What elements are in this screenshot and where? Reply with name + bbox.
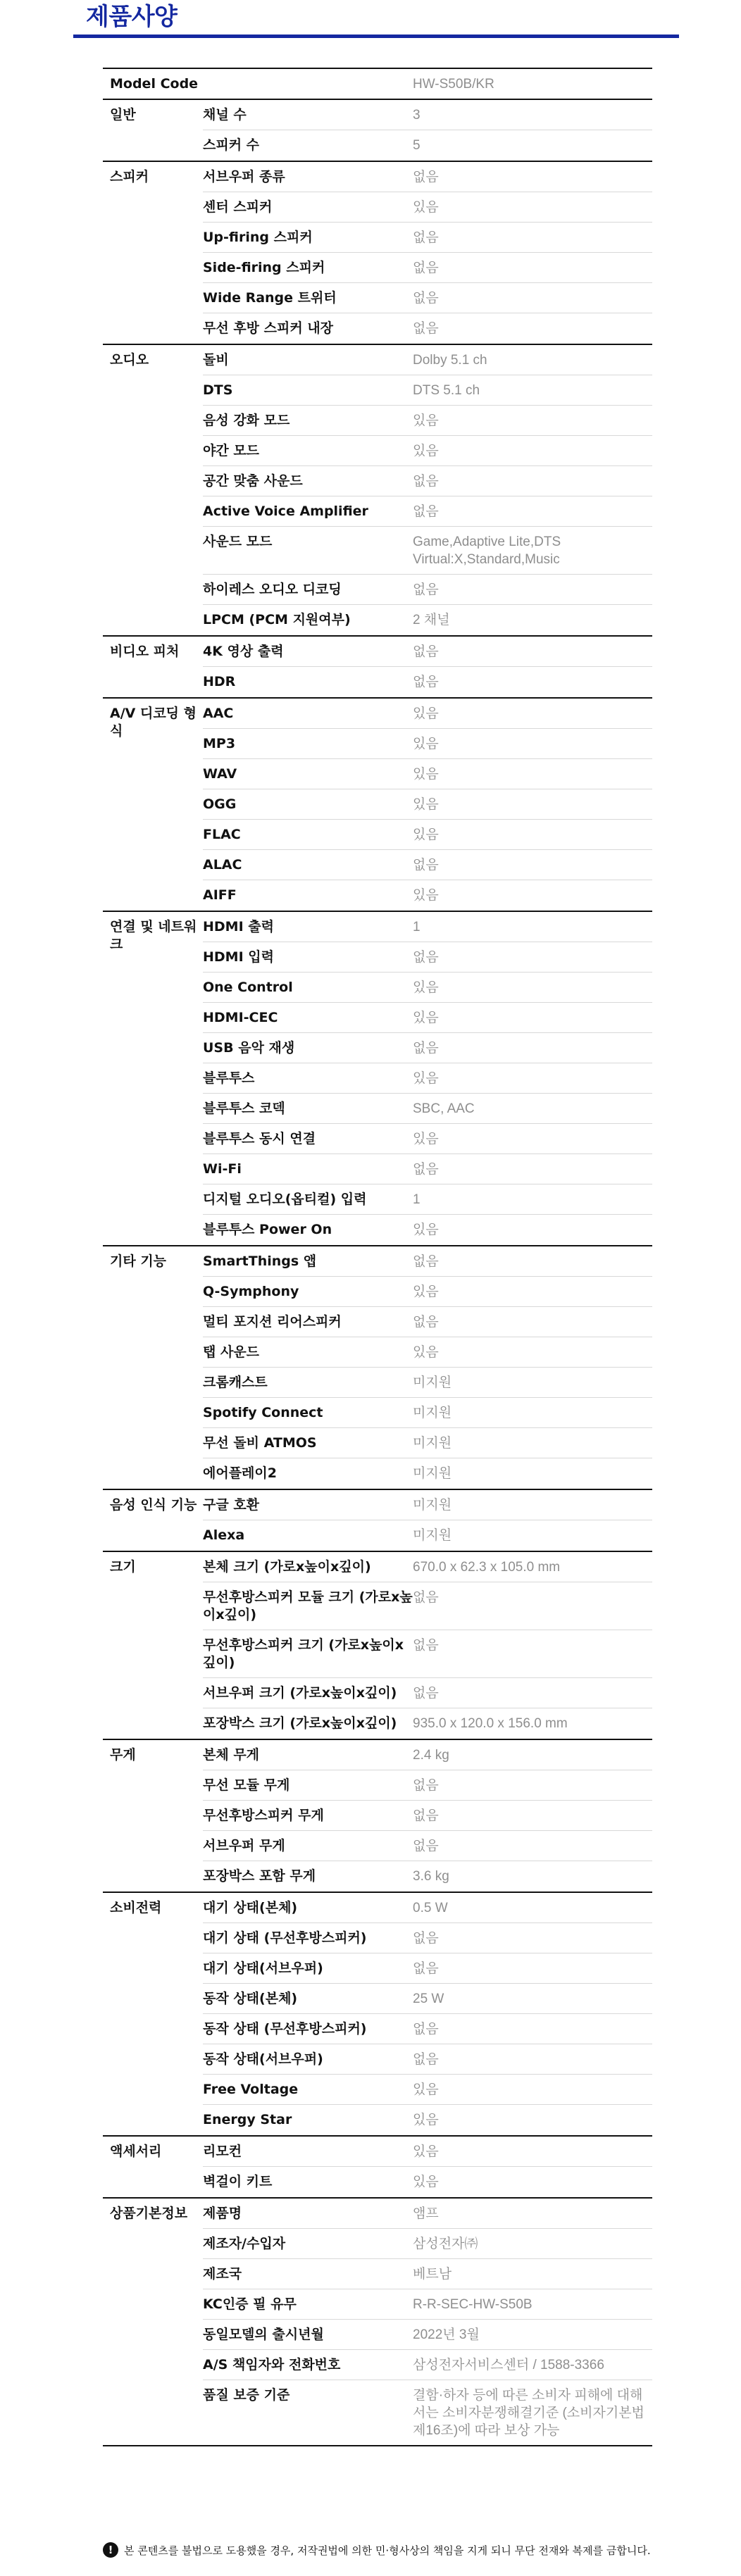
spec-value: 없음 — [413, 1041, 439, 1056]
spec-row — [203, 345, 652, 375]
spec-group-label: 음성 인식 기능 — [110, 1497, 197, 1513]
spec-value: 있음 — [413, 2175, 439, 2189]
spec-value: 앰프 — [413, 2206, 439, 2221]
spec-name: 대기 상태(서브우퍼) — [203, 1961, 323, 1976]
spec-row — [203, 2380, 652, 2445]
spec-value: 있음 — [413, 980, 439, 995]
spec-value: 3.6 kg — [413, 1869, 449, 1884]
spec-name: 포장박스 포함 무게 — [203, 1868, 316, 1884]
spec-row — [203, 162, 652, 192]
spec-name: 포장박스 크기 (가로x높이x깊이) — [203, 1715, 397, 1731]
spec-row — [203, 820, 652, 850]
spec-value: 있음 — [413, 797, 439, 812]
spec-row — [203, 223, 652, 253]
spec-name: A/S 책임자와 전화번호 — [203, 2357, 341, 2372]
spec-name: OGG — [203, 796, 237, 812]
spec-name: 무선 후방 스피커 내장 — [203, 320, 334, 336]
spec-row — [203, 942, 652, 973]
spec-value: 없음 — [413, 321, 439, 336]
spec-row — [203, 1678, 652, 1708]
spec-value: 있음 — [413, 413, 439, 428]
spec-name: MP3 — [203, 736, 236, 751]
spec-row — [203, 637, 652, 667]
spec-row — [203, 912, 652, 942]
page-header — [73, 0, 679, 38]
spec-value: 있음 — [413, 767, 439, 782]
spec-name: Free Voltage — [203, 2082, 299, 2097]
spec-name: Energy Star — [203, 2112, 292, 2127]
spec-row — [203, 1215, 652, 1245]
spec-name: One Control — [203, 980, 293, 995]
spec-row — [203, 1708, 652, 1739]
spec-name: 블루투스 Power On — [203, 1222, 332, 1237]
spec-row — [203, 1801, 652, 1831]
spec-group — [103, 912, 652, 1246]
spec-value: 있음 — [413, 1071, 439, 1086]
spec-value: 있음 — [413, 706, 439, 721]
model-code-value: HW-S50B/KR — [413, 77, 494, 92]
spec-group-label: 연결 및 네트워크 — [110, 919, 197, 952]
spec-row — [203, 1984, 652, 2014]
spec-name: 무선후방스피커 모듈 크기 (가로x높이x깊이) — [203, 1589, 413, 1622]
spec-group-rows — [203, 162, 652, 344]
exclamation-icon: ! — [103, 2542, 118, 2558]
spec-value: Game,Adaptive Lite,DTS Virtual:X,Standard,Music — [413, 534, 561, 567]
spec-row — [203, 466, 652, 496]
spec-value: 2 채널 — [413, 613, 450, 627]
spec-name: 대기 상태(본체) — [203, 1900, 298, 1915]
spec-value: 있음 — [413, 444, 439, 458]
spec-row — [203, 1630, 652, 1678]
spec-group-label: 오디오 — [110, 352, 149, 368]
spec-group-model — [103, 69, 652, 100]
spec-name: 본체 크기 (가로x높이x깊이) — [203, 1559, 371, 1575]
spec-value: 없음 — [413, 1961, 439, 1976]
spec-value: 25 W — [413, 1992, 444, 2006]
spec-row — [203, 130, 652, 161]
spec-row — [203, 789, 652, 820]
spec-name: ALAC — [203, 857, 242, 873]
spec-value: 있음 — [413, 1284, 439, 1299]
spec-value: 미지원 — [413, 1528, 452, 1543]
spec-group — [103, 1893, 652, 2137]
spec-row — [203, 2289, 652, 2320]
spec-group-label: 상품기본정보 — [110, 2206, 188, 2221]
spec-group — [103, 637, 652, 699]
spec-value: 없음 — [413, 291, 439, 306]
spec-value: 없음 — [413, 2052, 439, 2067]
spec-name: Side-firing 스피커 — [203, 260, 325, 275]
spec-name: 무선후방스피커 무게 — [203, 1808, 324, 1823]
spec-value: 미지원 — [413, 1406, 452, 1420]
spec-row — [203, 1490, 652, 1520]
spec-group-rows — [203, 699, 652, 911]
spec-value: 있음 — [413, 888, 439, 903]
spec-name: 음성 강화 모드 — [203, 413, 290, 428]
spec-group — [103, 345, 652, 637]
spec-name: 블루투스 — [203, 1070, 255, 1086]
spec-value: 없음 — [413, 950, 439, 965]
spec-value: 없음 — [413, 1254, 439, 1269]
spec-value: 없음 — [413, 230, 439, 245]
spec-name: 4K 영상 출력 — [203, 644, 284, 659]
spec-group-rows — [203, 2199, 652, 2445]
spec-value: 미지원 — [413, 1436, 452, 1451]
spec-row — [203, 1458, 652, 1489]
spec-group — [103, 162, 652, 345]
spec-group-rows — [203, 1740, 652, 1892]
spec-name: 무선 돌비 ATMOS — [203, 1435, 317, 1451]
spec-name: LPCM (PCM 지원여부) — [203, 612, 351, 627]
spec-group — [103, 1740, 652, 1893]
spec-row — [203, 699, 652, 729]
spec-row — [203, 1428, 652, 1458]
spec-group-label: 소비전력 — [110, 1900, 162, 1915]
spec-name: SmartThings 앱 — [203, 1253, 317, 1269]
spec-value: 있음 — [413, 1132, 439, 1146]
spec-name: 공간 맞춤 사운드 — [203, 473, 303, 489]
spec-group-label: 크기 — [110, 1559, 136, 1575]
spec-value: 2.4 kg — [413, 1748, 449, 1763]
spec-value: 935.0 x 120.0 x 156.0 mm — [413, 1716, 568, 1731]
spec-name: 서브우퍼 크기 (가로x높이x깊이) — [203, 1685, 397, 1701]
spec-row — [203, 2075, 652, 2105]
spec-group-label: 일반 — [110, 107, 136, 123]
spec-name: Q-Symphony — [203, 1284, 299, 1299]
spec-row — [203, 1154, 652, 1184]
spec-value: DTS 5.1 ch — [413, 383, 480, 398]
spec-value: 670.0 x 62.3 x 105.0 mm — [413, 1560, 561, 1575]
spec-value: R-R-SEC-HW-S50B — [413, 2297, 533, 2312]
spec-row — [203, 2137, 652, 2167]
spec-group-label: A/V 디코딩 형식 — [110, 706, 197, 739]
spec-row — [203, 729, 652, 759]
spec-name: Alexa — [203, 1527, 245, 1543]
spec-name: 서브우퍼 무게 — [203, 1838, 285, 1853]
spec-name: HDMI-CEC — [203, 1010, 278, 1025]
spec-name: DTS — [203, 382, 233, 398]
spec-row — [203, 1893, 652, 1923]
spec-row — [203, 2350, 652, 2380]
spec-row — [203, 1520, 652, 1551]
spec-value: 없음 — [413, 1839, 439, 1853]
spec-group — [103, 2199, 652, 2446]
spec-value: 없음 — [413, 474, 439, 489]
spec-row — [203, 1398, 652, 1428]
spec-name: 하이레스 오디오 디코딩 — [203, 582, 342, 597]
spec-name: 리모컨 — [203, 2144, 242, 2159]
spec-name: Wide Range 트위터 — [203, 290, 337, 306]
spec-name: HDMI 출력 — [203, 919, 274, 934]
spec-row — [203, 1582, 652, 1630]
model-code-label: Model Code — [110, 76, 199, 92]
spec-name: 대기 상태 (무선후방스피커) — [203, 1930, 367, 1946]
spec-row — [203, 1861, 652, 1892]
spec-name: Wi-Fi — [203, 1161, 242, 1177]
spec-value: 없음 — [413, 675, 439, 689]
spec-row — [203, 667, 652, 697]
page-title: 제품사양 — [86, 3, 178, 31]
spec-row — [203, 192, 652, 223]
spec-row — [203, 253, 652, 283]
spec-row — [203, 1923, 652, 1953]
spec-group — [103, 1552, 652, 1740]
spec-row — [203, 1368, 652, 1398]
spec-value: 없음 — [413, 1315, 439, 1330]
spec-name: 야간 모드 — [203, 443, 260, 458]
spec-value: 없음 — [413, 1638, 439, 1653]
spec-name: 센터 스피커 — [203, 199, 273, 215]
spec-group — [103, 1246, 652, 1490]
spec-value: 있음 — [413, 2144, 439, 2159]
spec-row — [203, 1953, 652, 1984]
spec-row — [203, 1307, 652, 1337]
spec-name: Active Voice Amplifier — [203, 504, 368, 519]
spec-value: 없음 — [413, 1686, 439, 1701]
spec-row — [203, 2014, 652, 2044]
spec-row — [203, 2229, 652, 2259]
spec-group-label: 기타 기능 — [110, 1253, 167, 1269]
spec-value: 없음 — [413, 1778, 439, 1793]
spec-name: 무선후방스피커 크기 (가로x높이x깊이) — [203, 1637, 404, 1670]
spec-name: 블루투스 동시 연결 — [203, 1131, 316, 1146]
spec-row — [203, 496, 652, 527]
spec-value: 있음 — [413, 1223, 439, 1237]
spec-value: 1 — [413, 920, 421, 934]
spec-name: USB 음악 재생 — [203, 1040, 295, 1056]
spec-row — [203, 313, 652, 344]
spec-name: 블루투스 코덱 — [203, 1101, 285, 1116]
spec-value: 3 — [413, 108, 421, 123]
spec-name: 구글 호환 — [203, 1497, 260, 1513]
spec-row — [203, 1770, 652, 1801]
spec-group-rows — [203, 1893, 652, 2135]
spec-row — [203, 2105, 652, 2135]
spec-value: 삼성전자서비스센터 / 1588-3366 — [413, 2358, 604, 2372]
spec-name: 무선 모듈 무게 — [203, 1777, 290, 1793]
spec-value: 미지원 — [413, 1375, 452, 1390]
spec-group-rows — [203, 2137, 652, 2197]
spec-name: AAC — [203, 706, 234, 721]
spec-row — [203, 375, 652, 406]
spec-value: 없음 — [413, 170, 439, 185]
spec-value: 2022년 3월 — [413, 2327, 480, 2342]
spec-table — [103, 68, 652, 2446]
spec-name: Spotify Connect — [203, 1405, 323, 1420]
spec-name: 멀티 포지션 리어스피커 — [203, 1314, 342, 1330]
spec-row — [203, 283, 652, 313]
spec-row — [203, 2320, 652, 2350]
spec-row — [203, 1033, 652, 1063]
spec-value: 결함·하자 등에 따른 소비자 피해에 대해서는 소비자분쟁해결기준 (소비자기본법 제16조)에 따라 보상 가능 — [413, 2388, 645, 2438]
spec-row — [203, 527, 652, 575]
spec-name: 탭 사운드 — [203, 1344, 260, 1360]
spec-group-rows — [203, 1552, 652, 1739]
spec-name: FLAC — [203, 827, 241, 842]
spec-value: 삼성전자㈜ — [413, 2237, 478, 2251]
spec-value: 없음 — [413, 1162, 439, 1177]
spec-value: 없음 — [413, 858, 439, 873]
spec-row — [203, 1337, 652, 1368]
spec-name: WAV — [203, 766, 237, 782]
spec-name: KC인증 필 유무 — [203, 2296, 297, 2312]
spec-value: 없음 — [413, 1931, 439, 1946]
spec-value: 있음 — [413, 737, 439, 751]
spec-group — [103, 2137, 652, 2199]
spec-group-label: 무게 — [110, 1747, 136, 1763]
copyright-notice-text: 본 콘텐츠를 불법으로 도용했을 경우, 저작권법에 의한 민·형사상의 책임을 지게 되니 무단 전재와 복제를 금합니다. — [124, 2544, 651, 2557]
spec-group — [103, 100, 652, 162]
spec-group-label: 스피커 — [110, 169, 149, 185]
spec-name: HDMI 입력 — [203, 949, 274, 965]
spec-row — [203, 1184, 652, 1215]
spec-value: 5 — [413, 138, 421, 153]
spec-row — [203, 436, 652, 466]
spec-value: SBC, AAC — [413, 1101, 475, 1116]
spec-value: 없음 — [413, 1590, 439, 1605]
spec-name: 벽걸이 키트 — [203, 2174, 273, 2189]
spec-value: 없음 — [413, 2022, 439, 2037]
spec-value: 없음 — [413, 644, 439, 659]
spec-row — [203, 100, 652, 130]
spec-group-rows — [203, 912, 652, 1245]
spec-row — [203, 1124, 652, 1154]
spec-row — [203, 605, 652, 635]
spec-name: Up-firing 스피커 — [203, 230, 313, 245]
spec-group — [103, 699, 652, 912]
spec-value: 있음 — [413, 2113, 439, 2127]
spec-value: 미지원 — [413, 1466, 452, 1481]
spec-row — [203, 2167, 652, 2197]
spec-row — [203, 575, 652, 605]
spec-name: 제품명 — [203, 2206, 242, 2221]
spec-name: 에어플레이2 — [203, 1465, 277, 1481]
spec-group-label: 액세서리 — [110, 2144, 162, 2159]
spec-group-rows — [203, 100, 652, 161]
spec-group-rows — [203, 637, 652, 697]
spec-value: 없음 — [413, 1808, 439, 1823]
spec-row — [203, 759, 652, 789]
spec-name: 동작 상태 (무선후방스피커) — [203, 2021, 367, 2037]
spec-row — [203, 1246, 652, 1277]
spec-row — [203, 850, 652, 880]
spec-name: 스피커 수 — [203, 137, 260, 153]
spec-value: 있음 — [413, 200, 439, 215]
spec-name: 동작 상태(서브우퍼) — [203, 2051, 323, 2067]
spec-row — [203, 2259, 652, 2289]
spec-value: 베트남 — [413, 2267, 452, 2282]
spec-value: 있음 — [413, 2082, 439, 2097]
copyright-notice — [103, 2539, 680, 2561]
spec-value: 있음 — [413, 1345, 439, 1360]
spec-row — [203, 1740, 652, 1770]
spec-row — [203, 2044, 652, 2075]
spec-group — [103, 1490, 652, 1552]
spec-name: 제조자/수입자 — [203, 2236, 286, 2251]
spec-row — [203, 1831, 652, 1861]
spec-group-rows — [203, 1490, 652, 1551]
spec-name: 채널 수 — [203, 107, 247, 123]
spec-group-rows — [203, 345, 652, 635]
spec-value: 있음 — [413, 1011, 439, 1025]
spec-name: 디지털 오디오(옵티컬) 입력 — [203, 1192, 367, 1207]
spec-value: 1 — [413, 1192, 421, 1207]
spec-value: Dolby 5.1 ch — [413, 353, 487, 368]
spec-name: HDR — [203, 674, 236, 689]
spec-name: 동작 상태(본체) — [203, 1991, 298, 2006]
spec-value: 없음 — [413, 582, 439, 597]
spec-value: 없음 — [413, 504, 439, 519]
spec-row — [203, 1003, 652, 1033]
spec-row — [203, 973, 652, 1003]
spec-value: 미지원 — [413, 1498, 452, 1513]
spec-value: 0.5 W — [413, 1901, 448, 1915]
spec-row — [203, 1552, 652, 1582]
spec-name: 제조국 — [203, 2266, 242, 2282]
spec-name: 크롬캐스트 — [203, 1375, 268, 1390]
spec-row — [203, 1094, 652, 1124]
spec-row — [203, 406, 652, 436]
spec-name: 돌비 — [203, 352, 229, 368]
spec-name: 동일모델의 출시년월 — [203, 2327, 324, 2342]
spec-name: AIFF — [203, 887, 237, 903]
spec-group-label: 비디오 피처 — [110, 644, 180, 659]
spec-name: 서브우퍼 종류 — [203, 169, 285, 185]
spec-name: 본체 무게 — [203, 1747, 260, 1763]
spec-value: 없음 — [413, 261, 439, 275]
spec-group-rows — [203, 1246, 652, 1489]
spec-row — [203, 880, 652, 911]
spec-name: 사운드 모드 — [203, 534, 273, 549]
spec-row — [203, 1277, 652, 1307]
spec-row — [203, 2199, 652, 2229]
spec-value: 있음 — [413, 827, 439, 842]
spec-row — [203, 1063, 652, 1094]
spec-name: 품질 보증 기준 — [203, 2387, 290, 2403]
